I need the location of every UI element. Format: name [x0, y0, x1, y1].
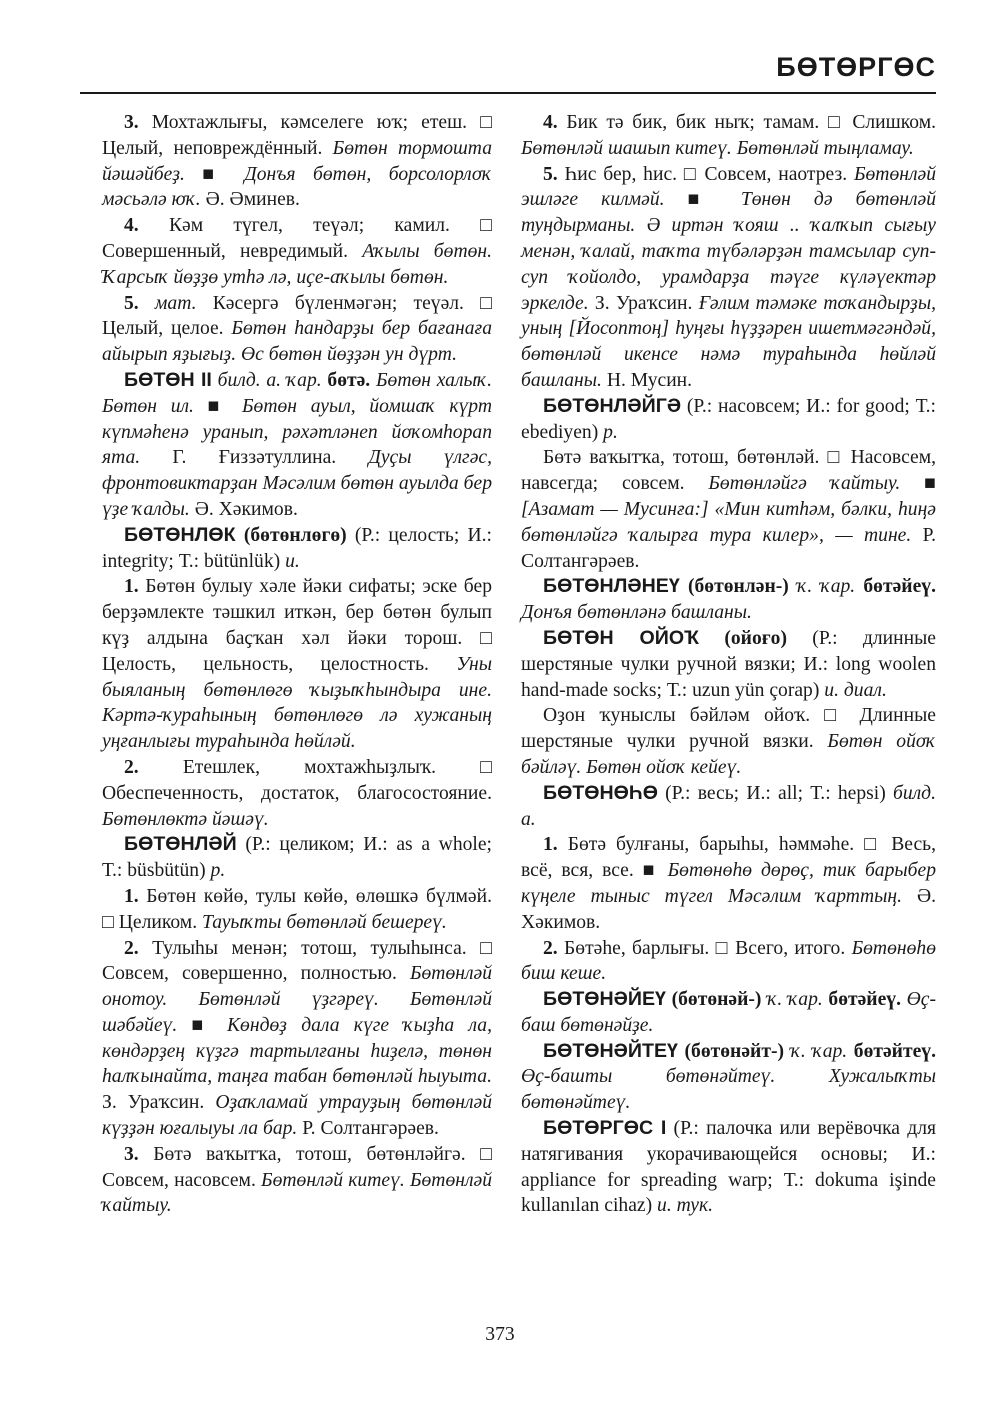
entry-headword: БӨТӨНӘЙТЕҮ (бөтөнәйт-) ҡ. ҡар. бөтәйтеү. Өҫ-башты бөтөнәйтеү. Хужалыҡты бөтөнәйтеү. — [521, 1039, 936, 1114]
page-number: 373 — [485, 1324, 515, 1345]
entry-sense: 4. Бик тә бик, бик ныҡ; тамам. □ Слишком. Бөтөнләй шашып китеү. Бөтөнләй тыңламау. — [521, 112, 936, 159]
left-column — [102, 110, 492, 1219]
entry-headword: БӨТӨНӨҺӨ (Р.: весь; И.: all; Т.: hepsi) билд. а. — [521, 781, 936, 830]
entry-headword: БӨТӨНЛӘНЕҮ (бөтөнлән-) ҡ. ҡар. бөтәйеү. Донъя бөтөнләнә башланы. — [521, 575, 936, 624]
entry-sense: Бөтә ваҡытҡа, тотош, бөтөнләй. □ Насовсем, навсегда; совсем. Бөтөнләйгә ҡайтыу. ■ [Азамат — Мусинға:] «Мин китһәм, бәлки, һиңә бөтөнләйгә ҡалырға тура килер», — тине. Р. Солтангәрәев. — [521, 447, 937, 572]
entry-headword: БӨТӨН II билд. а. ҡар. бөтә. Бөтөн халыҡ. Бөтөн ил. ■ Бөтөн ауыл, йомшаҡ күрт күпмәһенә уранып, рәхәтләнеп йоҡомһорап ята. Г. Ғиззәтуллина. Дуҫы үлгәс, фронтовиктарҙан Мәсәлим бөтөн ауылда бер үҙе ҡалды. Ә. Хәкимов. — [102, 368, 493, 520]
entry-headword: БӨТӨНЛӘЙ (Р.: целиком; И.: as a whole; Т.: büsbütün) р. — [102, 833, 492, 882]
entry-sense: 1. Бөтөн көйө, тулы көйө, өлөшкә бүлмәй. □ Целиком. Тауыҡты бөтөнләй бешереү. — [102, 885, 492, 933]
entry-sense: 1. Бөтөн булыу хәле йәки сифаты; эске бер берҙәмлекте тәшкил иткән, бер бөтөн булып күҙ алдына баҫҡан хәл йәки торош. □ Целость, цельность, целостность. Уны быяланың бөтөнлөгө ҡыҙыҡһындыра ине. Кәртә-ҡураһының бөтөнлөгө лә хужаның уңғанлығы тураһында һөйләй. — [102, 576, 492, 753]
entry-headword: БӨТӨНЛӨК (бөтөнлөгө) (Р.: целость; И.: integrity; Т.: bütünlük) и. — [102, 523, 492, 572]
entry-headword: БӨТӨНӘЙЕҮ (бөтөнәй-) ҡ. ҡар. бөтәйеү. Өҫ-баш бөтөнәйҙе. — [521, 988, 936, 1036]
entry-sense: 5. Һис бер, һис. □ Совсем, наотрез. Бөтөнләй эшләге килмәй. ■ Төнөн дә бөтөнләй туңдырманы. Ә иртән ҡояш .. ҡалҡып сығыу менән, ҡалай, таҡта түбәләрҙән тамсылар суп-суп ҡойолдо, урамдарҙа тәүге күләүектәр эркелде. З. Ураҡсин. Ғәлим тәмәке тоҡандырҙы, уның [Йосоптоң] һуңғы һүҙҙәрен ишетмәгәндәй, бөтөнләй икенсе нәмә тураһында һөйләй башланы. Н. Мусин. — [521, 163, 936, 391]
entry-sense: 2. Тулыһы менән; тотош, тулыһынса. □ Совсем, совершенно, полностью. Бөтөнләй онотоу. Бөтөнләй үҙгәреү. Бөтөнләй шәбәйеү. ■ Көндөҙ дала күге ҡыҙһа ла, көндәрҙең күҙгә тартылғаны һиҙелә, төнөн һалҡынайта, таңға табан бөтөнләй һыуыта. З. Ураҡсин. Оҙаҡламай утрауҙың бөтөнләй күҙҙән юғалыуы ла бар. Р. Солтангәрәев. — [102, 937, 492, 1140]
entry-sense: 5. мат. Кәсергә бүленмәгән; теүәл. □ Целый, целое. Бөтөн һандарҙы бер бағанаға айырып яҙығыҙ. Өс бөтөн йөҙҙән ун дүрт. — [102, 292, 493, 366]
header-rule — [80, 92, 936, 94]
entry-sense: 2. Етешлек, мохтажһыҙлыҡ. □ Обеспеченность, достаток, благосостояние. Бөтөнлөктә йәшәү. — [102, 756, 492, 830]
running-head: БӨТӨРГӨС — [776, 52, 936, 82]
entry-sense: 3. Мохтажлығы, кәмселеге юҡ; етеш. □ Целый, неповреждённый. Бөтөн тормошта йәшәйбеҙ. ■ Донъя бөтөн, борсолорлоҡ мәсьәлә юҡ. Ә. Әминев. — [102, 112, 492, 211]
entry-sense: 3. Бөтә ваҡытҡа, тотош, бөтөнләйгә. □ Совсем, насовсем. Бөтөнләй китеү. Бөтөнләй ҡайтыу. — [102, 1143, 492, 1217]
entry-headword: БӨТӨРГӨС I (Р.: палочка или верёвочка для натягивания укорачивающейся основы; И.: appliance for spreading warp; Т.: dokuma işinde kullanılan cihaz) и. тук. — [521, 1117, 936, 1217]
entry-sense: 4. Кәм түгел, теүәл; камил. □ Совершенный, невредимый. Аҡылы бөтөн. Ҡарсыҡ йөҙҙө утһә лә, иҫе-аҡылы бөтөн. — [102, 215, 493, 288]
entry-headword: БӨТӨН ОЙОҠ (ойоғо) (Р.: длинные шерстяные чулки ручной вязки; И.: long woolen hand-made socks; Т.: uzun yün çorap) и. диал. — [521, 626, 936, 701]
entry-sense: Оҙон ҡуныслы бәйләм ойоҡ. □ Длинные шерстяные чулки ручной вязки. Бөтөн ойоҡ бәйләү. Бөтөн ойоҡ кейеү. — [521, 705, 936, 778]
entry-sense: 1. Бөтә булғаны, барыһы, һәммәһе. □ Весь, всё, вся, все. ■ Бөтөнөһө дөрөҫ, тик барыбер күңеле тыныс түгел Мәсәлим ҡарттың. Ә. Хәкимов. — [521, 834, 937, 933]
entry-headword: БӨТӨНЛӘЙГӘ (Р.: насовсем; И.: for good; Т.: ebediyen) р. — [521, 394, 936, 443]
right-column — [521, 110, 936, 1219]
entry-sense: 2. Бөтәһе, барлығы. □ Всего, итого. Бөтөнөһө биш кеше. — [521, 937, 936, 985]
